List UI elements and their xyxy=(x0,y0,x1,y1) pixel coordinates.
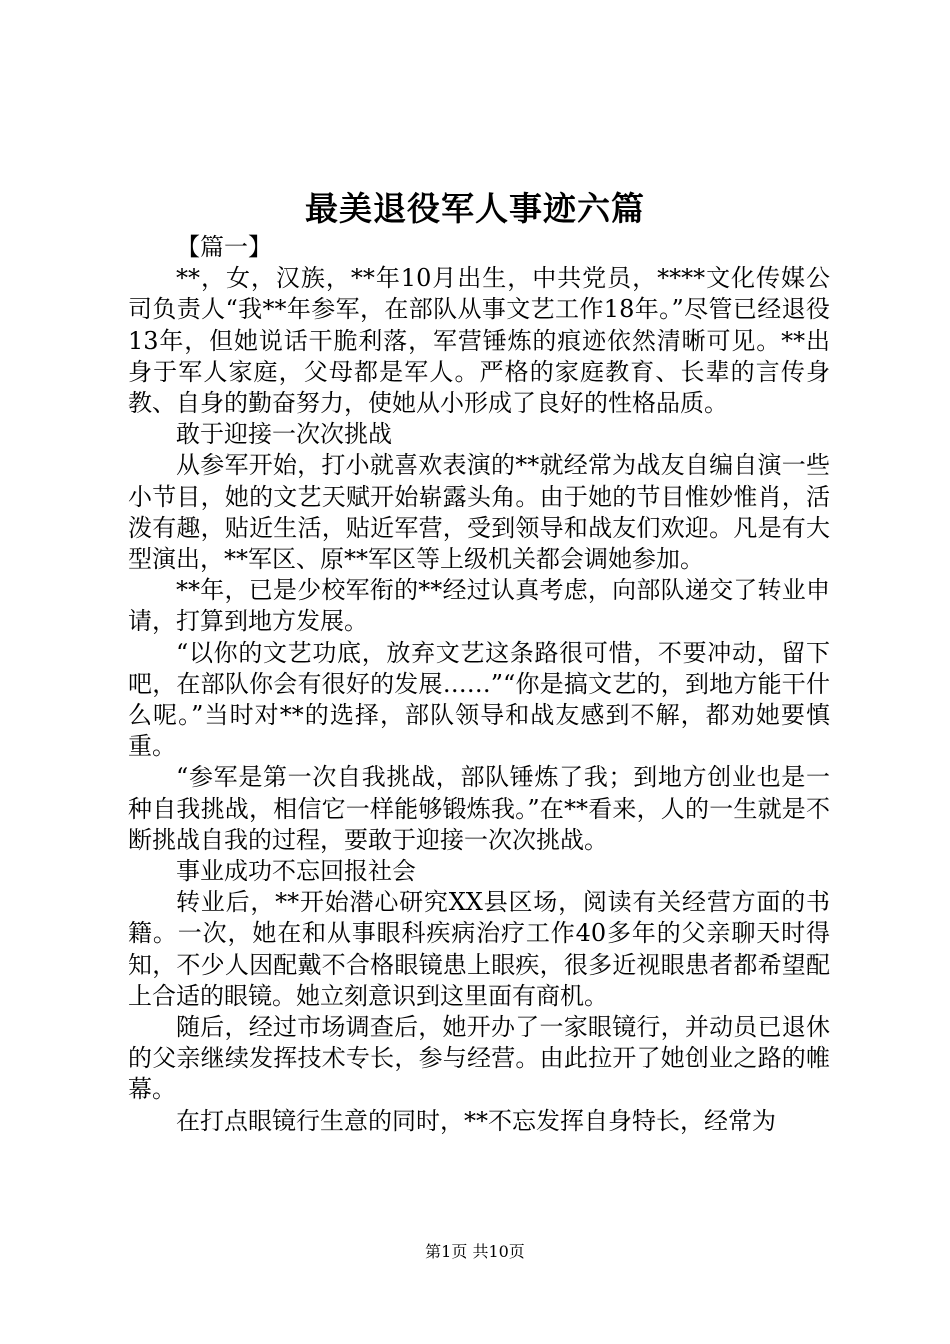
paragraph: 从参军开始，打小就喜欢表演的**就经常为战友自编自演一些小节目，她的文艺天赋开始崭露头角。由于她的节目惟妙惟肖，活泼有趣，贴近生活，贴近军营，受到领导和战友们欢迎。凡是有大型演出，**军区、原**军区等上级机关都会调她参加。 xyxy=(128,451,830,574)
section-heading: 【篇一】 xyxy=(176,233,272,261)
document-body xyxy=(128,232,830,1137)
subheading: 敢于迎接一次次挑战 xyxy=(176,420,392,449)
page-footer: 第1页 共10页 xyxy=(425,1242,525,1261)
paragraph: 转业后，**开始潜心研究XX县区场，阅读有关经营方面的书籍。一次，她在和从事眼科疾病治疗工作40多年的父亲聊天时得知，不少人因配戴不合格眼镜患上眼疾，很多近视眼患者都希望配上合适的眼镜。她立刻意识到这里面有商机。 xyxy=(128,888,830,1010)
paragraph: “以你的文艺功底，放弃文艺这条路很可惜，不要冲动，留下吧，在部队你会有很好的发展……”“你是搞文艺的，到地方能干什么呢。”当时对**的选择，部队领导和战友感到不解，都劝她要慎重。 xyxy=(128,638,830,761)
paragraph: 在打点眼镜行生意的同时，**不忘发挥自身特长，经常为 xyxy=(176,1106,776,1135)
subheading: 事业成功不忘回报社会 xyxy=(176,857,416,886)
paragraph: 随后，经过市场调查后，她开办了一家眼镜行，并动员已退休的父亲继续发挥技术专长，参与经营。由此拉开了她创业之路的帷幕。 xyxy=(128,1013,830,1104)
paragraph: **，女，汉族，**年10月出生，中共党员，****文化传媒公司负责人“我**年参军，在部队从事文艺工作18年。”尽管已经退役13年，但她说话干脆利落，军营锤炼的痕迹依然清晰可见。**出身于军人家庭，父母都是军人。严格的家庭教育、长辈的言传身教、自身的勤奋努力，使她从小形成了良好的性格品质。 xyxy=(128,264,830,418)
paragraph: “参军是第一次自我挑战，部队锤炼了我；到地方创业也是一种自我挑战，相信它一样能够锻炼我。”在**看来，人的一生就是不断挑战自我的过程，要敢于迎接一次次挑战。 xyxy=(128,763,830,854)
document-title: 最美退役军人事迹六篇 xyxy=(305,189,645,228)
paragraph: **年，已是少校军衔的**经过认真考虑，向部队递交了转业申请，打算到地方发展。 xyxy=(128,576,830,636)
